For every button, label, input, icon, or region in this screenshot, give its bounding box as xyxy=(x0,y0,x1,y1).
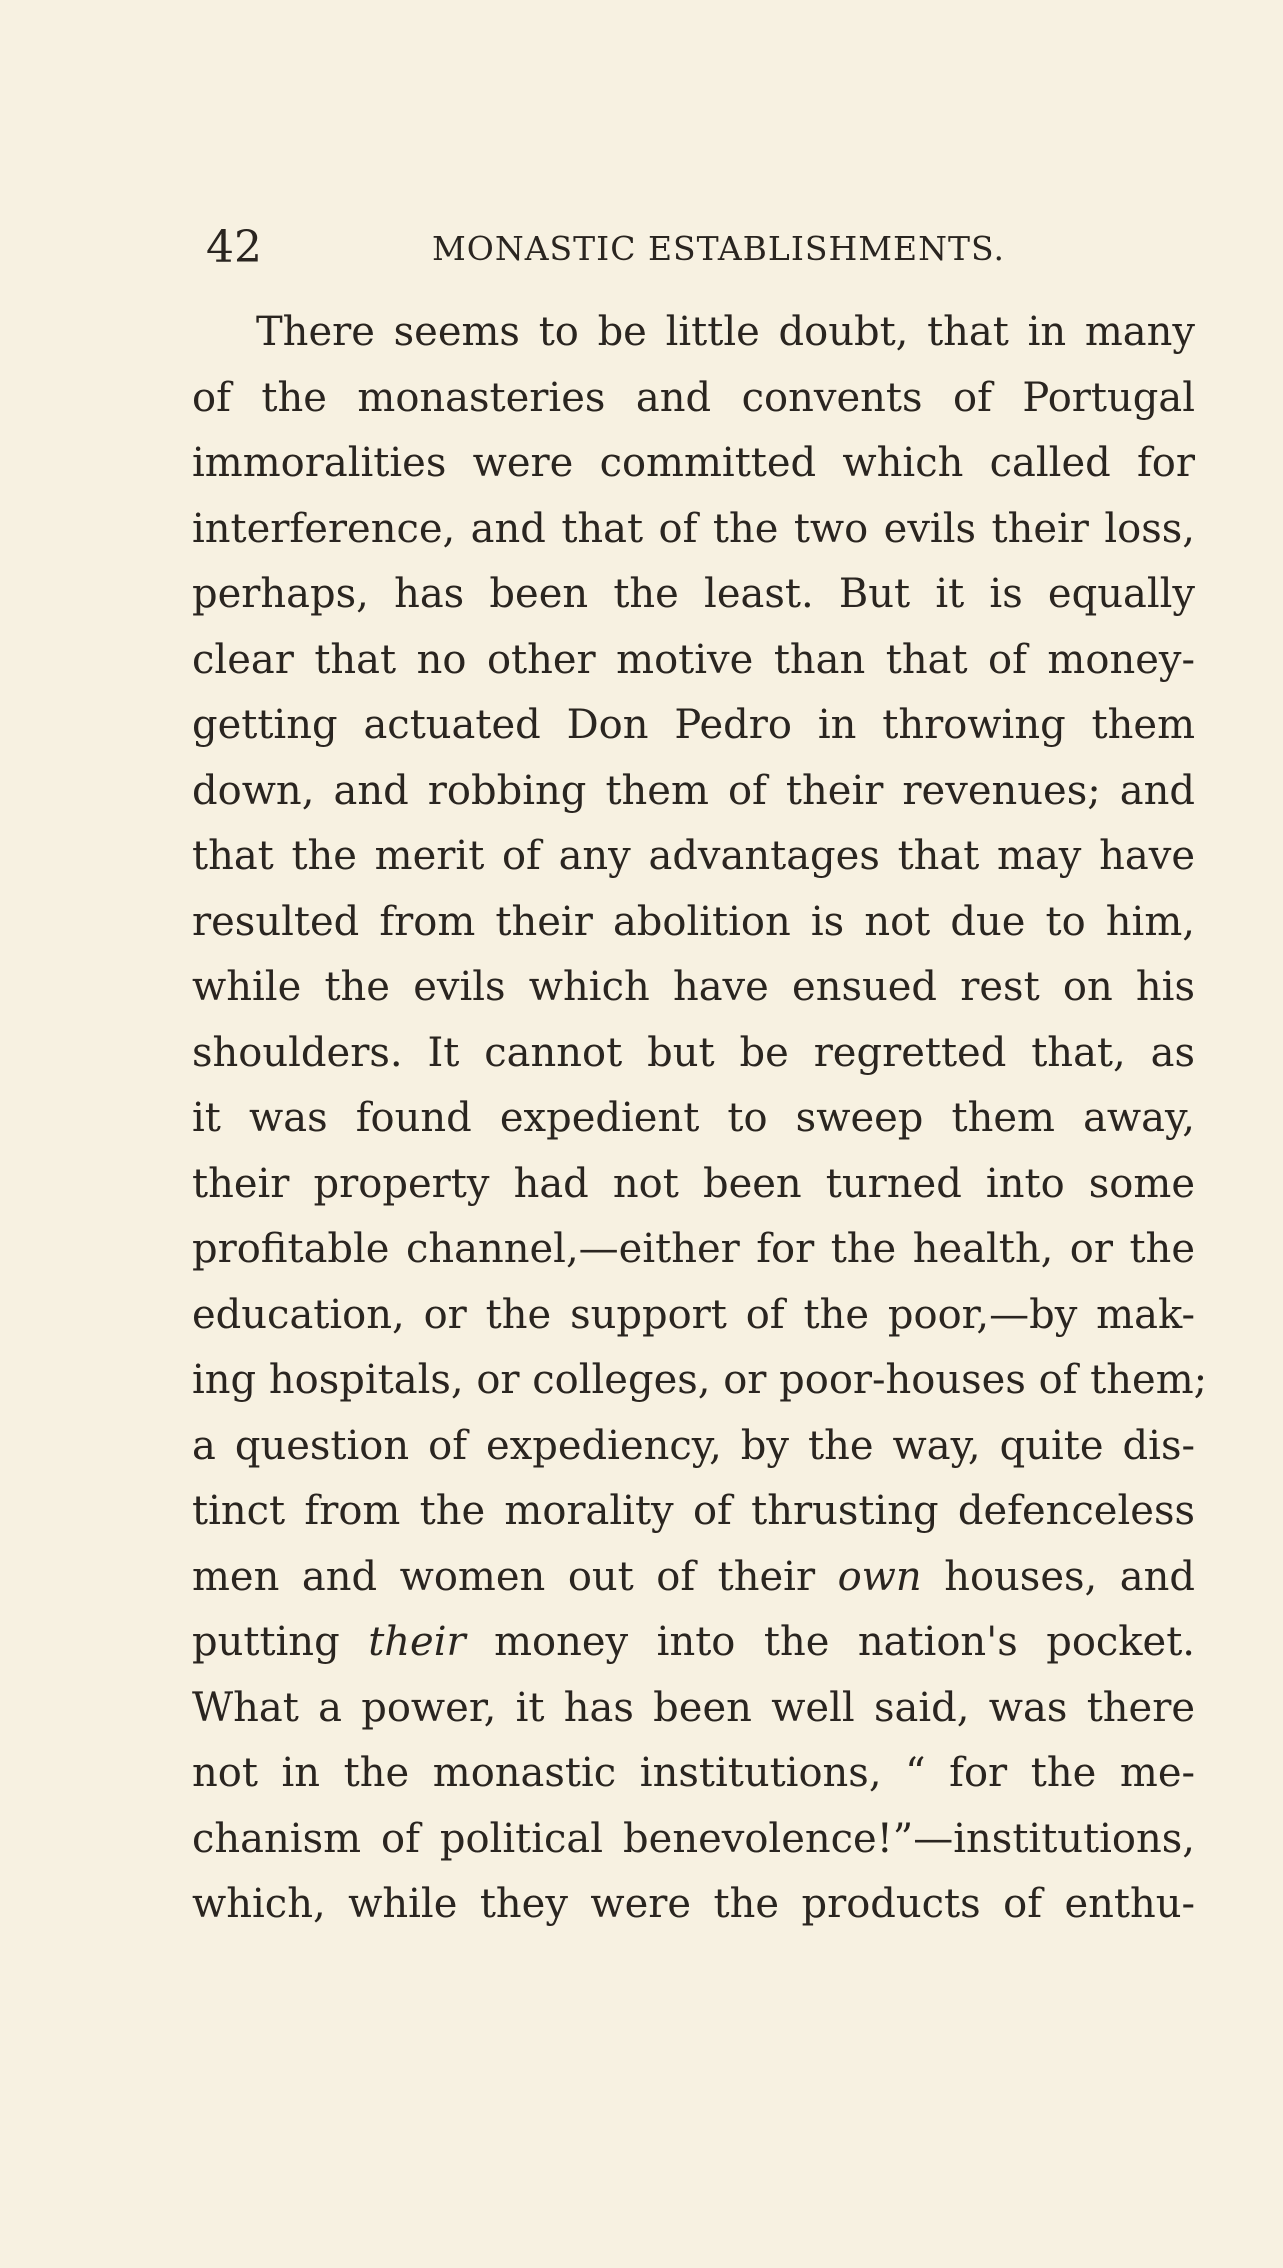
text-fragment: men and women out of their xyxy=(192,1553,838,1600)
text-line: while the evils which have ensued rest on his xyxy=(192,964,1195,1010)
text-fragment: putting xyxy=(192,1619,369,1665)
text-line: not in the monastic institutions, “ for the me- xyxy=(192,1750,1195,1796)
text-line: What a power, it has been well said, was there xyxy=(192,1684,1195,1731)
text-line: There seems to be little doubt, that in many xyxy=(256,309,1195,355)
text-line: that the merit of any advantages that may have xyxy=(192,833,1195,879)
text-fragment: houses, and xyxy=(921,1553,1195,1600)
emphasized-word: their xyxy=(368,1619,466,1665)
text-line: interference, and that of the two evils their loss, xyxy=(192,505,1195,552)
text-line: perhaps, has been the least. But it is equally xyxy=(192,571,1195,617)
page-header xyxy=(206,218,1191,278)
page-number: 42 xyxy=(206,222,262,273)
text-line: it was found expedient to sweep them away, xyxy=(192,1095,1195,1141)
text-fragment: money into the nation's pocket. xyxy=(465,1619,1196,1665)
text-line-with-emphasis xyxy=(192,1610,1195,1676)
emphasized-word: own xyxy=(837,1553,922,1600)
text-line: education, or the support of the poor,—by mak- xyxy=(192,1291,1195,1338)
text-line: of the monasteries and convents of Portugal xyxy=(192,374,1195,421)
text-line: chanism of political benevolence!”—institutions, xyxy=(192,1815,1195,1862)
text-line: getting actuated Don Pedro in throwing them xyxy=(192,702,1195,748)
text-line: clear that no other motive than that of money- xyxy=(192,636,1195,683)
text-line: down, and robbing them of their revenues; and xyxy=(192,767,1195,814)
text-line: tinct from the morality of thrusting defenceless xyxy=(192,1488,1195,1534)
text-line: profitable channel,—either for the health, or the xyxy=(192,1226,1195,1272)
running-head: MONASTIC ESTABLISHMENTS. xyxy=(432,229,1005,268)
text-line: ing hospitals, or colleges, or poor-houses of them; xyxy=(192,1357,1208,1403)
text-line: their property had not been turned into some xyxy=(192,1160,1195,1207)
text-line-with-emphasis xyxy=(192,1545,1195,1611)
text-line: resulted from their abolition is not due to him, xyxy=(192,898,1195,945)
body-text xyxy=(192,300,1208,1938)
text-line: a question of expediency, by the way, quite dis- xyxy=(192,1422,1195,1469)
text-line: which, while they were the products of enthu- xyxy=(192,1881,1195,1927)
text-line: immoralities were committed which called for xyxy=(192,440,1195,486)
text-line: shoulders. It cannot but be regretted that, as xyxy=(192,1029,1195,1076)
